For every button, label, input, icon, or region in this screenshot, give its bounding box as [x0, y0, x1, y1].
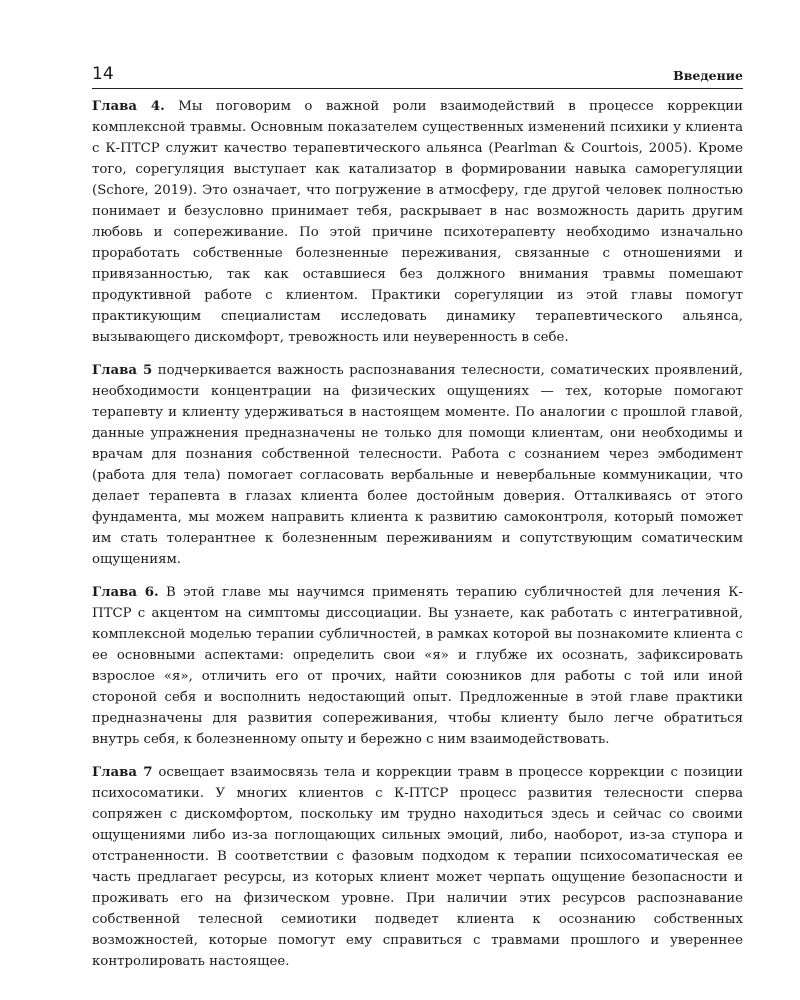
- paragraph-text: подчеркивается важность распознавания телесности, соматических проявлений, необходимости концентрации на физических ощущениях — тех, которые помогают терапевту и клиенту удерживаться в настоящем моменте. По аналогии с прошлой главой, данные упражнения предназначены не только для помощи клиентам, они необходимы и врачам для познания собственной телесности. Работа с сознанием через эмбодимент (работа для тела) помогает согласовать вербальные и невербальные коммуникации, что делает терапевта в глазах клиента более достойным доверия. Отталкиваясь от этого фундамента, мы можем направить клиента к развитию самоконтроля, который поможет им стать толерантнее к болезненным переживаниям и сопутствующим соматическим ощущениям.: [92, 363, 743, 567]
- paragraph-text: Мы поговорим о важной роли взаимодействий в процессе коррекции комплексной травмы. Основным показателем существенных изменений психики у клиента с К-ПТСР служит качество терапевтического альянса (Pearlman & Courtois, 2005). Кроме того, сорегуляция выступает как катализатор в формировании навыка саморегуляции (Schore, 2019). Это означает, что погружение в атмосферу, где другой человек полностью понимает и безусловно принимает тебя, раскрывает в нас возможность дарить другим любовь и сопереживание. По этой причине психотерапевту необходимо изначально проработать собственные болезненные переживания, связанные с отношениями и привязанностью, так как оставшиеся без должного внимания травмы помешают продуктивной работе с клиентом. Практики сорегуляции из этой главы помогут практикующим специалистам исследовать динамику терапевтического альянса, вызывающего дискомфорт, тревожность или неуверенность в себе.: [92, 99, 743, 345]
- paragraph-text: В этой главе мы научимся применять терапию субличностей для лечения К-ПТСР с акцентом на симптомы диссоциации. Вы узнаете, как работать с интегративной, комплексной моделью терапии субличностей, в рамках которой вы познакомите клиента с ее основными аспектами: определить свои «я» и глубже их осознать, зафиксировать взрослое «я», отличить его от прочих, найти союзников для работы с той или иной стороной себя и восполнить недостающий опыт. Предложенные в этой главе практики предназначены для развития сопереживания, чтобы клиенту было легче обратиться внутрь себя, к болезненному опыту и бережно с ним взаимодействовать.: [92, 585, 743, 747]
- paragraph-chapter-4: [92, 96, 743, 348]
- paragraph-chapter-6: [92, 582, 743, 750]
- chapter-lead: Глава 7: [92, 765, 153, 780]
- paragraph-chapter-7: [92, 762, 743, 972]
- page-number: 14: [92, 64, 114, 84]
- running-head: Введение: [673, 68, 743, 83]
- chapter-lead: Глава 6.: [92, 585, 159, 600]
- paragraph-text: освещает взаимосвязь тела и коррекции травм в процессе коррекции с позиции психосоматики. У многих клиентов с К-ПТСР процесс развития телесности сперва сопряжен с дискомфортом, поскольку им трудно находиться здесь и сейчас со своими ощущениями либо из-за поглощающих сильных эмоций, либо, наоборот, из-за ступора и отстраненности. В соответствии с фазовым подходом к терапии психосоматическая ее часть предлагает ресурсы, из которых клиент может черпать ощущение безопасности и проживать его на физическом уровне. При наличии этих ресурсов распознавание собственной телесной семиотики подведет клиента к осознанию собственных возможностей, которые помогут ему справиться с травмами прошлого и увереннее контролировать настоящее.: [92, 765, 743, 969]
- chapter-lead: Глава 4.: [92, 99, 165, 114]
- paragraph-chapter-5: [92, 360, 743, 570]
- page-body: [92, 96, 743, 984]
- page-header: [92, 62, 743, 89]
- chapter-lead: Глава 5: [92, 363, 153, 378]
